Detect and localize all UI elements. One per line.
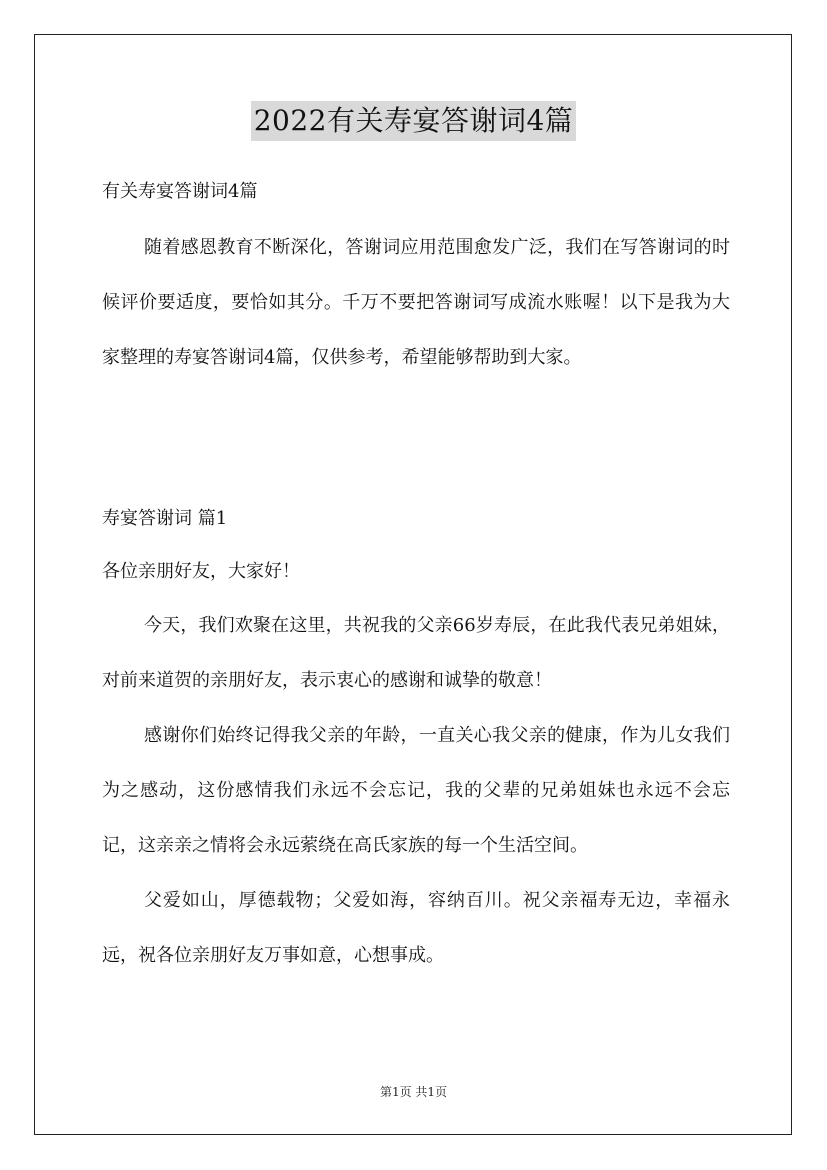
heading-block bbox=[102, 182, 730, 202]
page-number: 第1页 共1页 bbox=[379, 1085, 448, 1099]
section-title-block bbox=[102, 509, 730, 529]
body-block bbox=[102, 598, 730, 983]
section-title: 寿宴答谢词 篇1 bbox=[102, 508, 228, 529]
title-container bbox=[0, 101, 827, 141]
greeting: 各位亲朋好友，大家好！ bbox=[102, 561, 300, 582]
intro-block bbox=[102, 220, 730, 385]
body-paragraph-1: 今天，我们欢聚在这里，共祝我的父亲66岁寿辰，在此我代表兄弟姐妹，对前来道贺的亲朋好友，表示衷心的感谢和诚挚的敬意！ bbox=[102, 615, 730, 691]
page-footer bbox=[0, 1084, 827, 1100]
document-title: 2022有关寿宴答谢词4篇 bbox=[251, 101, 577, 141]
document-heading: 有关寿宴答谢词4篇 bbox=[102, 181, 258, 202]
body-paragraph-3: 父爱如山，厚德载物；父爱如海，容纳百川。祝父亲福寿无边，幸福永远，祝各位亲朋好友万事如意，心想事成。 bbox=[102, 890, 730, 966]
intro-paragraph: 随着感恩教育不断深化，答谢词应用范围愈发广泛，我们在写答谢词的时候评价要适度，要恰如其分。千万不要把答谢词写成流水账喔！以下是我为大家整理的寿宴答谢词4篇，仅供参考，希望能够帮助到大家。 bbox=[102, 237, 730, 368]
body-paragraph-2: 感谢你们始终记得我父亲的年龄，一直关心我父亲的健康，作为儿女我们为之感动，这份感情我们永远不会忘记，我的父辈的兄弟姐妹也永远不会忘记，这亲亲之情将会永远萦绕在高氏家族的每一个生活空间。 bbox=[102, 725, 730, 856]
greeting-block bbox=[102, 562, 730, 582]
